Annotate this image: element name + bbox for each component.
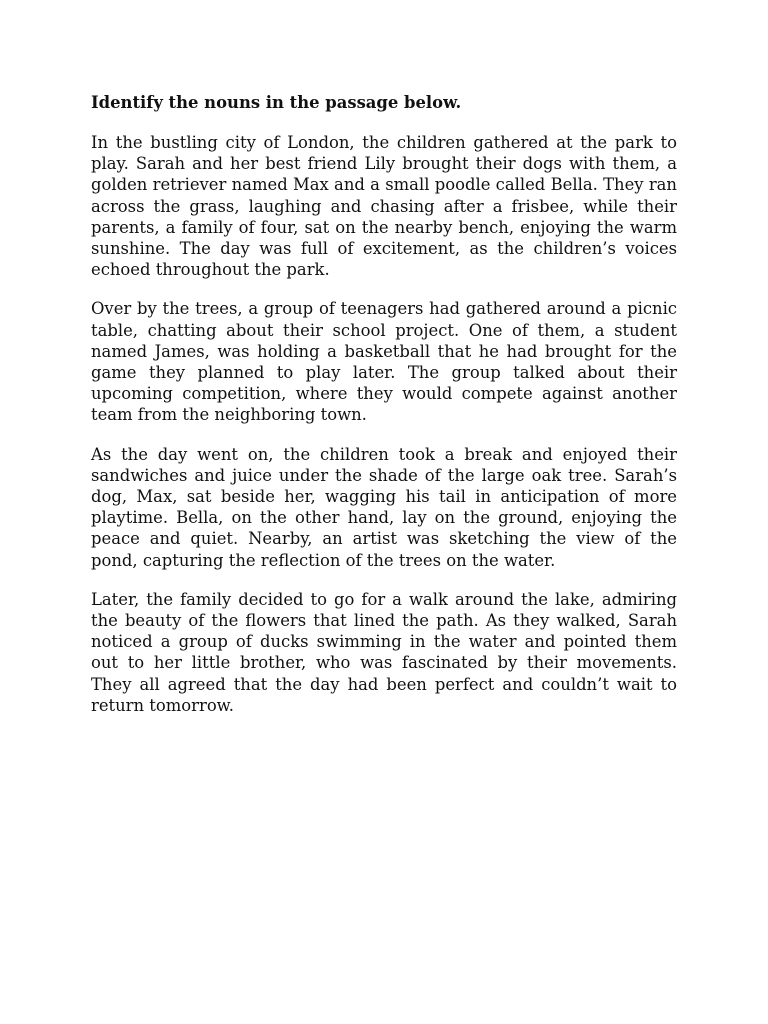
passage-paragraph-1: In the bustling city of London, the children gathered at the park to play. Sarah and her best friend Lily brought their dogs with them, a golden retriever named Max and a small poodle called Bella. They ran across the grass, laughing and chasing after a frisbee, while their parents, a family of four, sat on the nearby bench, enjoying the warm sunshine. The day was full of excitement, as the children’s voices echoed throughout the park. [91,133,677,280]
instruction-heading: Identify the nouns in the passage below. [91,93,462,112]
passage-paragraph-3: As the day went on, the children took a break and enjoyed their sandwiches and juice under the shade of the large oak tree. Sarah’s dog, Max, sat beside her, wagging his tail in anticipation of more playtime. Bella, on the other hand, lay on the ground, enjoying the peace and quiet. Nearby, an artist was sketching the view of the pond, capturing the reflection of the trees on the water. [91,444,677,570]
passage-paragraph-2: Over by the trees, a group of teenagers had gathered around a picnic table, chatting about their school project. One of them, a student named James, was holding a basketball that he had brought for the game they planned to play later. The group talked about their upcoming competition, where they would compete against another team from the neighboring town. [91,299,677,425]
document-page [91,92,677,734]
passage-paragraph-4: Later, the family decided to go for a walk around the lake, admiring the beauty of the flowers that lined the path. As they walked, Sarah noticed a group of ducks swimming in the water and pointed them out to her little brother, who was fascinated by their movements. They all agreed that the day had been perfect and couldn’t wait to return tomorrow. [91,589,677,715]
